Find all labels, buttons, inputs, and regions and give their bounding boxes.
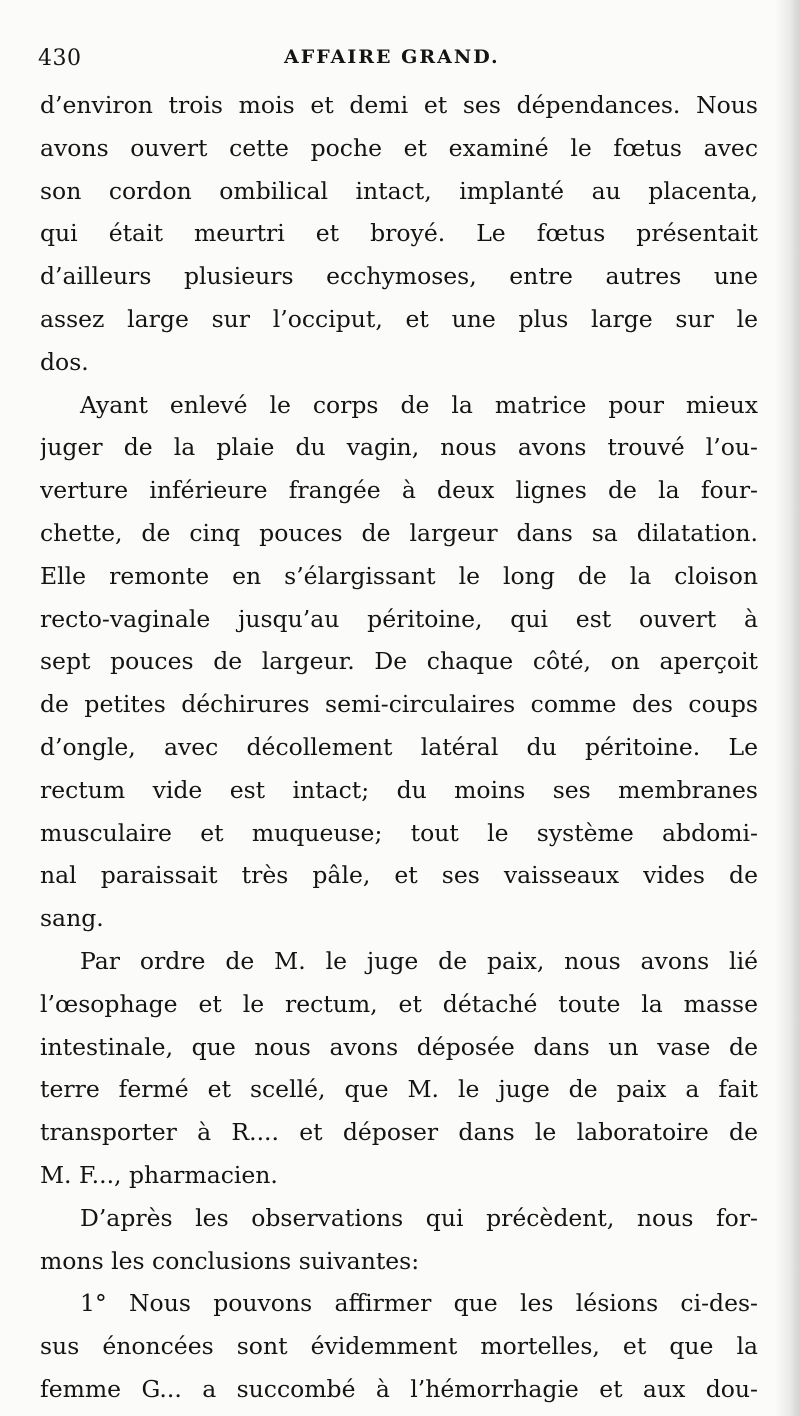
text-line: recto-vaginale jusqu’au péritoine, qui est ouvert à [40, 604, 758, 633]
text-line: dos. [40, 347, 89, 376]
text-line: Par ordre de M. le juge de paix, nous avons lié [80, 946, 758, 975]
text-line: juger de la plaie du vagin, nous avons trouvé l’ou- [40, 433, 758, 462]
text-line: terre fermé et scellé, que M. le juge de paix a fait [40, 1075, 758, 1104]
page-header [38, 40, 738, 80]
text-line: assez large sur l’occiput, et une plus large sur le [40, 304, 758, 333]
text-line: chette, de cinq pouces de largeur dans sa dilatation. [40, 518, 758, 547]
text-line: D’après les observations qui précèdent, nous for- [80, 1203, 758, 1232]
text-line: Elle remonte en s’élargissant le long de la cloison [40, 561, 758, 590]
text-line: de petites déchirures semi-circulaires comme des coups [40, 690, 758, 719]
text-line: M. F..., pharmacien. [40, 1160, 278, 1189]
running-head: AFFAIRE GRAND. [284, 46, 500, 68]
text-line: rectum vide est intact; du moins ses membranes [40, 775, 758, 804]
page-number: 430 [38, 46, 82, 71]
text-line: sang. [40, 904, 104, 933]
text-line: transporter à R.... et déposer dans le laboratoire de [40, 1118, 758, 1147]
text-line: d’ailleurs plusieurs ecchymoses, entre autres une [40, 262, 758, 291]
text-line: verture inférieure frangée à deux lignes de la four- [40, 476, 758, 505]
text-line: femme G... a succombé à l’hémorrhagie et aux dou- [40, 1374, 758, 1403]
text-line: d’environ trois mois et demi et ses dépendances. Nous [40, 91, 758, 119]
text-line: avons ouvert cette poche et examiné le fœtus avec [40, 133, 758, 162]
text-line: 1° Nous pouvons affirmer que les lésions ci-des- [80, 1289, 758, 1318]
text-line: l’œsophage et le rectum, et détaché toute la masse [40, 989, 758, 1018]
text-line: d’ongle, avec décollement latéral du péritoine. Le [40, 732, 758, 761]
spine-shadow [774, 0, 800, 1416]
text-line: qui était meurtri et broyé. Le fœtus présentait [40, 219, 758, 248]
text-line: mons les conclusions suivantes: [40, 1246, 420, 1275]
text-line: sept pouces de largeur. De chaque côté, on aperçoit [40, 647, 758, 676]
text-line: son cordon ombilical intact, implanté au placenta, [40, 176, 758, 205]
text-line: sus énoncées sont évidemment mortelles, et que la [40, 1332, 758, 1361]
text-line: intestinale, que nous avons déposée dans un vase de [40, 1032, 758, 1061]
body-text [40, 84, 758, 1411]
text-line: musculaire et muqueuse; tout le système abdomi- [40, 818, 758, 847]
text-line: nal paraissait très pâle, et ses vaisseaux vides de [40, 861, 758, 890]
text-line: Ayant enlevé le corps de la matrice pour mieux [80, 390, 758, 419]
